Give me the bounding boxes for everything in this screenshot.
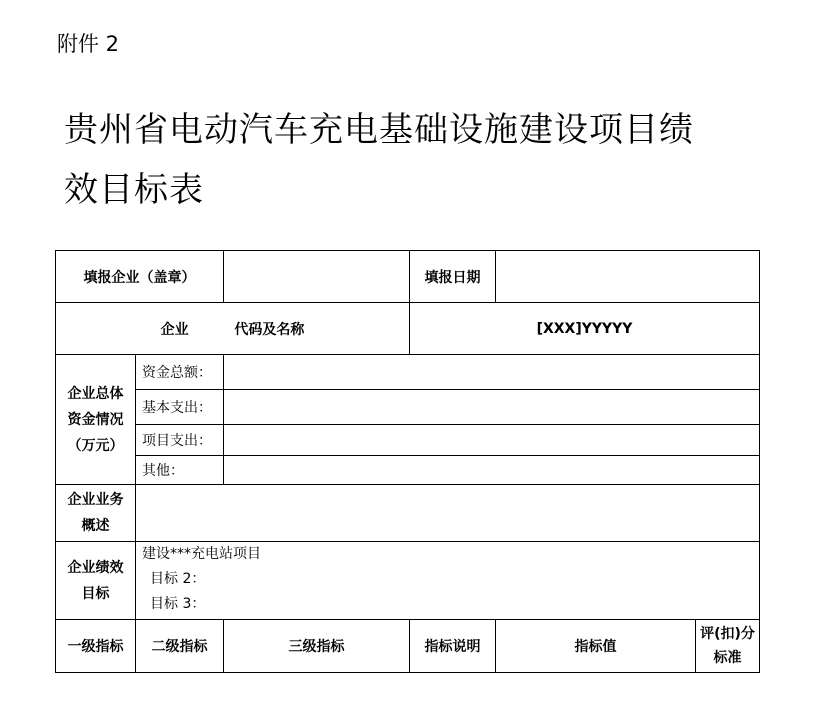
header-level1-indicator: 一级指标: [56, 620, 136, 673]
funds-project-label: 项目支出：: [136, 425, 224, 456]
company-row: [56, 251, 760, 303]
company-label: 填报企业（盖章）: [56, 251, 224, 303]
goal-item-3: 目标 3：: [150, 596, 206, 612]
funds-total-field[interactable]: [224, 355, 760, 390]
code-label-a: 企业: [160, 321, 189, 338]
funds-row-total: [56, 355, 760, 390]
header-level2-indicator: 二级指标: [136, 620, 224, 673]
funds-basic-field[interactable]: [224, 390, 760, 425]
overview-row: [56, 485, 760, 542]
funds-total-label: 资金总额：: [136, 355, 224, 390]
overview-field[interactable]: [136, 485, 760, 542]
funds-row-basic: [56, 390, 760, 425]
goals-field[interactable]: [136, 542, 760, 620]
code-label: [56, 303, 410, 355]
header-level3-indicator: 三级指标: [224, 620, 410, 673]
funds-row-other: [56, 456, 760, 485]
funds-section-label: 企业总体资金情况（万元）: [56, 355, 136, 485]
goals-row: [56, 542, 760, 620]
code-label-b: 代码及名称: [234, 321, 305, 338]
date-field[interactable]: [496, 251, 760, 303]
overview-label: 企业业务概述: [56, 485, 136, 542]
header-scoring-standard: 评(扣)分标准: [696, 620, 760, 673]
goal-item-1: 建设***充电站项目: [142, 546, 261, 562]
header-indicator-value: 指标值: [496, 620, 696, 673]
goals-label: 企业绩效目标: [56, 542, 136, 620]
funds-other-field[interactable]: [224, 456, 760, 485]
company-field[interactable]: [224, 251, 410, 303]
funds-basic-label: 基本支出：: [136, 390, 224, 425]
attachment-label: 附件 2: [57, 32, 120, 56]
indicator-header-row: [56, 620, 760, 673]
date-label: 填报日期: [410, 251, 496, 303]
header-indicator-description: 指标说明: [410, 620, 496, 673]
funds-project-field[interactable]: [224, 425, 760, 456]
code-value[interactable]: [XXX]YYYYY: [410, 303, 760, 355]
funds-row-project: [56, 425, 760, 456]
performance-target-table: [55, 250, 760, 673]
title-line-1: 贵州省电动汽车充电基础设施建设项目绩: [64, 110, 694, 150]
goal-item-2: 目标 2：: [150, 571, 206, 587]
document-title: [64, 100, 784, 220]
funds-other-label: 其他：: [136, 456, 224, 485]
title-line-2: 效目标表: [64, 170, 204, 210]
code-row: [56, 303, 760, 355]
